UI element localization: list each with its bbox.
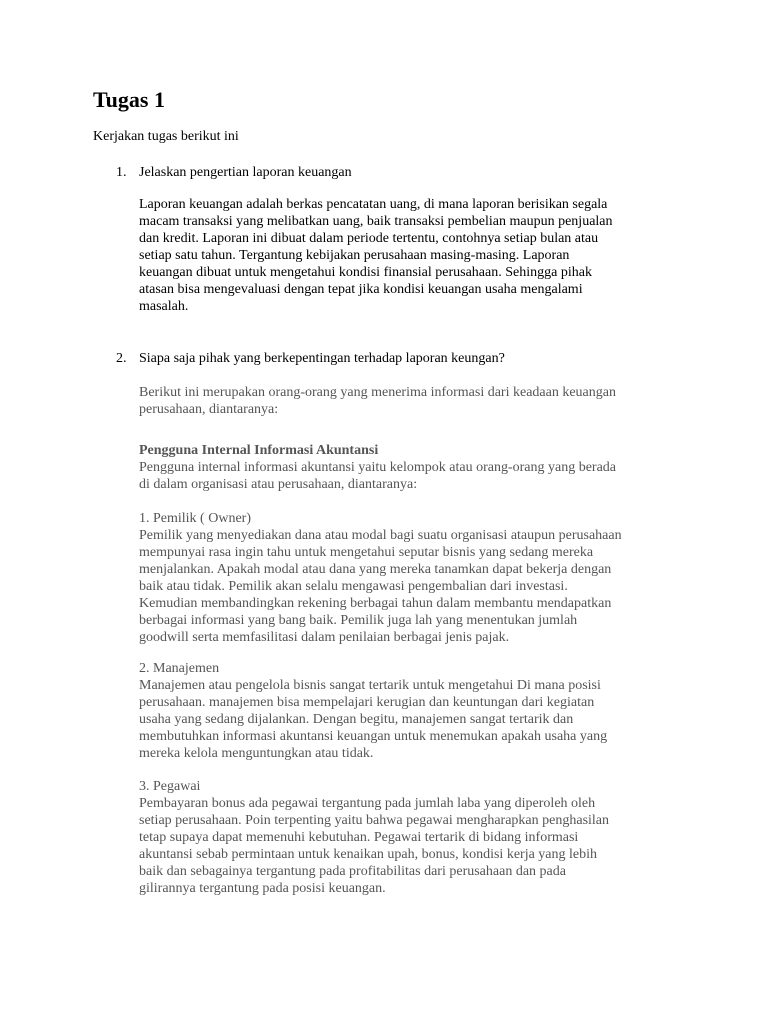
employee-heading: 3. Pegawai bbox=[139, 779, 201, 794]
owner-line: menjalankan. Apakah modal atau dana yang mereka tanamkan dapat bekerja dengan bbox=[139, 562, 612, 577]
management-line: membutuhkan informasi akuntansi keuangan untuk menemukan apakah usaha yang bbox=[139, 729, 608, 744]
question-1-number: 1. bbox=[116, 165, 127, 180]
answer-line: Laporan keuangan adalah berkas pencatatan uang, di mana laporan berisikan segala bbox=[139, 197, 608, 212]
question-1-answer bbox=[139, 196, 699, 315]
answer-line: atasan bisa mengevaluasi dengan tepat jika kondisi keuangan usaha mengalami bbox=[139, 282, 583, 297]
owner-line: Pemilik yang menyediakan dana atau modal bagi suatu organisasi ataupun perusahaan bbox=[139, 528, 622, 543]
question-2-text: Siapa saja pihak yang berkepentingan terhadap laporan keungan? bbox=[139, 351, 505, 366]
owner-line: goodwill serta memfasilitasi dalam penilaian berbagai jenis pajak. bbox=[139, 630, 510, 645]
owner-line: Kemudian membandingkan rekening berbagai tahun dalam membantu mendapatkan bbox=[139, 596, 612, 611]
management-line: usaha yang sedang dijalankan. Dengan begitu, manajemen sangat tertarik dan bbox=[139, 712, 574, 727]
answer-line: macam transaksi yang melibatkan uang, baik transaksi pembelian maupun penjualan bbox=[139, 214, 613, 229]
employee-line: setiap perusahaan. Poin terpenting yaitu bahwa pegawai mengharapkan penghasilan bbox=[139, 813, 610, 828]
question-2-intro bbox=[139, 384, 699, 418]
intro-line: Berikut ini merupakan orang-orang yang menerima informasi dari keadaan keuangan bbox=[139, 385, 616, 400]
owner-heading: 1. Pemilik ( Owner) bbox=[139, 511, 251, 526]
answer-line: keuangan dibuat untuk mengetahui kondisi finansial perusahaan. Sehingga pihak bbox=[139, 265, 592, 280]
employee-section bbox=[139, 778, 699, 897]
answer-line: setiap satu tahun. Tergantung kebijakan perusahaan masing-masing. Laporan bbox=[139, 248, 570, 263]
page-title: Tugas 1 bbox=[93, 87, 165, 112]
internal-users-line: Pengguna internal informasi akuntansi yaitu kelompok atau orang-orang yang berada bbox=[139, 460, 617, 475]
answer-line: masalah. bbox=[139, 299, 189, 314]
management-line: perusahaan. manajemen bisa mempelajari kerugian dan keuntungan dari kegiatan bbox=[139, 695, 595, 710]
internal-users-heading: Pengguna Internal Informasi Akuntansi bbox=[139, 443, 379, 458]
question-1-text: Jelaskan pengertian laporan keuangan bbox=[139, 165, 352, 180]
internal-users-line: di dalam organisasi atau perusahaan, diantaranya: bbox=[139, 477, 418, 492]
intro-text: Kerjakan tugas berikut ini bbox=[93, 129, 239, 144]
management-line: mereka kelola menguntungkan atau tidak. bbox=[139, 746, 374, 761]
employee-line: Pembayaran bonus ada pegawai tergantung pada jumlah laba yang diperoleh oleh bbox=[139, 796, 596, 811]
intro-line: perusahaan, diantaranya: bbox=[139, 402, 279, 417]
internal-users-section bbox=[139, 442, 699, 493]
management-heading: 2. Manajemen bbox=[139, 661, 220, 676]
owner-section bbox=[139, 510, 699, 646]
employee-line: tetap supaya dapat memenuhi kebutuhan. Pegawai tertarik di bidang informasi bbox=[139, 830, 579, 845]
employee-line: gilirannya tergantung pada posisi keuangan. bbox=[139, 881, 386, 896]
owner-line: mempunyai rasa ingin tahu untuk mengetahui seputar bisnis yang sedang mereka bbox=[139, 545, 594, 560]
management-line: Manajemen atau pengelola bisnis sangat tertarik untuk mengetahui Di mana posisi bbox=[139, 678, 601, 693]
question-2-number: 2. bbox=[116, 351, 127, 366]
employee-line: akuntansi sebab permintaan untuk kenaikan upah, bonus, kondisi kerja yang lebih bbox=[139, 847, 598, 862]
answer-line: dan kredit. Laporan ini dibuat dalam periode tertentu, contohnya setiap bulan atau bbox=[139, 231, 599, 246]
management-section bbox=[139, 660, 699, 762]
owner-line: baik atau tidak. Pemilik akan selalu mengawasi pengembalian dari investasi. bbox=[139, 579, 568, 594]
owner-line: berbagai informasi yang bang baik. Pemilik juga lah yang menentukan jumlah bbox=[139, 613, 578, 628]
employee-line: baik dan sebagainya tergantung pada profitabilitas dari perusahaan dan pada bbox=[139, 864, 566, 879]
